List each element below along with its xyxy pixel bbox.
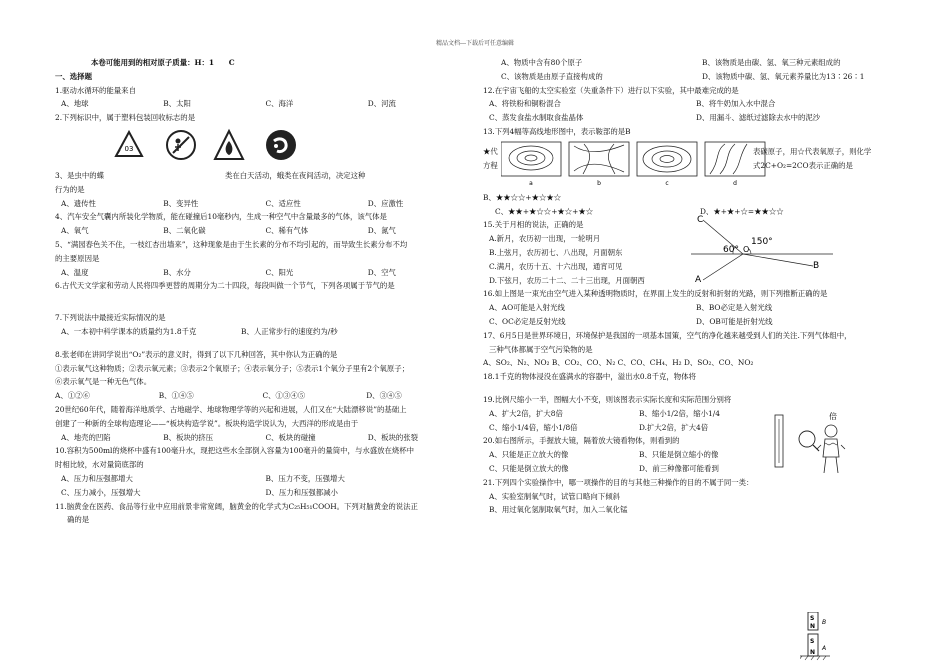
question-19-20-block — [483, 395, 903, 474]
question-10-line1: 10.容积为500ml的烧杯中盛有100毫升水，现把这些水全部倒入容量为100毫升的量筒中，与水盛放在烧杯中 — [55, 446, 415, 456]
option: A.新月，农历初一出现，一轮明月 — [489, 234, 601, 244]
question-2: 2.下列标识中，属于塑料包装回收标志的是 — [55, 113, 196, 123]
option: B、将牛奶加入水中混合 — [696, 99, 776, 109]
question-14-option-b: B、★★☆☆+★☆★☆ — [483, 192, 562, 202]
option: B、二氧化碳 — [163, 226, 206, 236]
option: A、氧气 — [61, 226, 89, 236]
question-5-options — [55, 268, 470, 278]
option: D、前三种像都可能看到 — [639, 463, 719, 473]
option: B、BO必定是入射光线 — [696, 303, 773, 313]
question-17-line2: 三种气体都属于空气污染物的是 — [489, 344, 593, 354]
ray-ob — [743, 254, 813, 266]
map-label-c: c — [665, 179, 669, 187]
magnifier-figure — [771, 409, 861, 479]
label-a: A — [822, 645, 827, 652]
right-column — [483, 58, 903, 519]
pole-label: N — [810, 649, 816, 656]
option: B、只能是倒立缩小的像 — [639, 450, 719, 460]
question-12: 12.在宇宙飞船的太空实验室（失重条件下）进行以下实验，其中最难完成的是 — [483, 85, 739, 95]
contour-map-b — [569, 142, 629, 187]
option: D、OB可能是折射光线 — [696, 316, 773, 326]
light-ray-diagram — [683, 214, 843, 284]
question-16: 16.如上图是一束光由空气进入某种透明物质时，在界面上发生的反射和折射的光路，则下列推断正确的是 — [483, 289, 828, 299]
pole-label: S — [810, 615, 815, 622]
option: A、温度 — [61, 267, 89, 277]
q14-side-text — [483, 145, 498, 173]
label-60: 60° — [723, 245, 739, 256]
atomic-mass-note: 本卷可能用到的相对原子质量：H：1 C — [91, 58, 235, 67]
question-21-option-a: A、实验室制氧气时，试管口略向下倾斜 — [489, 491, 620, 501]
person-body — [823, 439, 839, 457]
option: B、①④⑤ — [158, 391, 194, 401]
question-9-line1: 20世纪60年代，随着海洋地质学、古地磁学、地球物理学等的兴起和进展，人们又在“大陆漂移说”的基础上 — [55, 404, 407, 414]
label-c: C — [697, 215, 704, 226]
question-3-part1: 3、是虫中的蝶 — [55, 170, 105, 180]
question-10-options-row1 — [55, 474, 470, 484]
label-150: 150° — [751, 237, 773, 248]
question-1-options — [55, 99, 470, 109]
option: D、③④⑤ — [366, 391, 402, 401]
option: C、蒸发食盐水制取食盐晶体 — [489, 113, 584, 123]
figure-label-bei: 倍 — [829, 411, 837, 421]
map-label-a: a — [529, 179, 533, 187]
question-1: 1.驱动水循环的能量来自 — [55, 85, 136, 95]
recycling-icons — [55, 127, 315, 165]
option: A、遗传性 — [61, 198, 96, 208]
question-3-part3: 行为的是 — [55, 184, 85, 194]
option: D、该物质中碳、氢、氧元素养量比为13∶26∶1 — [702, 71, 865, 81]
option: C、★★+★☆☆+★☆+★☆ — [495, 206, 594, 216]
option: A、压力和压强都增大 — [61, 473, 133, 483]
question-15-block — [483, 215, 903, 285]
question-8-line2: ①表示氧气这种物质；②表示氧元素；③表示2个氧原子；④表示氧分子；⑤表示1个氧分子里有2个氧原子； — [55, 363, 410, 373]
option: B、人正常步行的速度约为/秒 — [241, 326, 338, 336]
option: A、将铁粉和铜粉混合 — [489, 99, 561, 109]
label-b: B — [822, 619, 827, 626]
question-12-options-row2 — [483, 113, 903, 123]
question-4: 4、汽车安全气囊内所装化学物质，能在碰撞后10毫秒内，生成一种空气中含量最多的气体，该气体是 — [55, 212, 387, 222]
label-a: A — [695, 275, 702, 285]
page-header: 精品文档---下载后可任意编辑 — [435, 40, 515, 47]
pole-label: N — [810, 623, 816, 630]
option: C、海洋 — [265, 99, 294, 109]
question-8-line1: 8.张老师在讲同学说出“O₂”表示的意义时，得到了以下几种回答，其中你认为正确的是 — [55, 349, 338, 359]
question-17-line1: 17、6月5日是世界环境日，环境保护是我国的一项基本国策，空气的净化越来越受到人们的关注.下列气体组中， — [483, 330, 852, 340]
question-5-line2: 的主要原因是 — [55, 253, 100, 263]
side-text: 方程 — [483, 160, 498, 170]
q14-right-text — [753, 145, 871, 173]
water-saving-icon — [266, 130, 296, 160]
no-littering-icon — [167, 131, 195, 159]
label-o: O — [743, 245, 750, 255]
question-13-figure-row — [483, 141, 903, 187]
ray-oa — [703, 254, 743, 280]
question-10-options-row2 — [55, 488, 470, 498]
option: C、适应性 — [265, 198, 301, 208]
option: D、河流 — [367, 99, 396, 109]
recycle-code: 03 — [124, 144, 134, 153]
option: B、压力不变，压强增大 — [265, 473, 345, 483]
question-4-options — [55, 226, 470, 236]
question-9-line2: 创建了一种新的全球构造理论——“板块构造学说”。板块构造学说认为，大西洋的形成是由于 — [55, 418, 359, 428]
side-text: 式2C+O₂=2CO表示正确的是 — [753, 160, 853, 170]
question-2-icons — [55, 127, 470, 165]
option: B、该物质是由碳、氢、氧三种元素组成的 — [702, 58, 841, 67]
option: B、板块的挤压 — [163, 432, 214, 442]
flammable-icon — [215, 131, 243, 159]
map-label-d: d — [733, 179, 737, 187]
option: C、压力减小，压强增大 — [61, 487, 141, 497]
question-3-part2: 类在白天活动，蛾类在夜间活动，决定这种 — [225, 170, 366, 180]
option: D、应激性 — [367, 198, 404, 208]
option: A、①②⑥ — [55, 391, 90, 401]
option: B、变异性 — [163, 198, 199, 208]
option: C、缩小1/4倍，缩小1/8倍 — [489, 422, 578, 432]
option: C、该物质是由原子直接构成的 — [501, 71, 603, 81]
question-11-options-row2 — [483, 72, 903, 82]
option: B、缩小1/2倍，缩小1/4 — [639, 408, 720, 418]
contour-maps — [501, 141, 771, 187]
question-12-options-row1 — [483, 99, 903, 109]
option: B.上弦月，农历初七、八出现，月面朝东 — [489, 247, 623, 257]
pole-label: S — [810, 638, 815, 645]
option: C、OC必定是反射光线 — [489, 316, 566, 326]
option: A、物质中含有80个原子 — [501, 58, 583, 67]
question-8-line3: ⑥表示氧气是一种无色气体。 — [55, 377, 152, 387]
option: D、氮气 — [367, 226, 396, 236]
question-3-options — [55, 199, 470, 209]
side-text: 表碳原子，用☆代表氧原子，则化学 — [753, 146, 872, 156]
question-11-line1: 11.脑黄金在医药、食品等行业中应用前景非常宽阔，脑黄金的化学式为C₂₅H₅₁COOH。下列对脑黄金的说法正 — [55, 501, 418, 511]
magnifier-icon — [799, 431, 815, 447]
question-11-options-row1 — [483, 58, 903, 68]
question-16-options-row1 — [483, 303, 903, 313]
question-11-line2: 确的是 — [67, 515, 90, 525]
question-10-line2: 时相比较，水对量筒底部的 — [55, 460, 144, 470]
option: D、用漏斗、滤纸过滤除去水中的泥沙 — [696, 113, 821, 123]
question-8-options — [55, 391, 470, 401]
question-17-options: A、SO₂、N₂、NO₂ B、CO₂、CO、N₂ C、CO、CH₄、H₂ D、SO₂、CO、NO₂ — [483, 358, 754, 368]
side-text: ★代 — [483, 146, 498, 156]
question-13: 13.下列4幅等高线地形图中，表示鞍部的是B — [483, 126, 631, 136]
question-7-options — [55, 327, 470, 337]
question-15: 15.关于月相的说法，正确的是 — [483, 220, 584, 230]
question-18: 18.1千克的物体浸没在盛满水的容器中，溢出水0.8千克，物体将 — [483, 372, 696, 382]
person-head — [825, 425, 837, 437]
section-title: 一、选择题 — [55, 71, 92, 81]
option: D、空气 — [367, 267, 396, 277]
option: D、板块的张裂 — [367, 432, 419, 442]
option: A、地球 — [61, 99, 89, 109]
question-7: 7.下列说法中最接近实际情况的是 — [55, 313, 166, 323]
question-5-line1: 5、“满园春色关不住，一枝红杏出墙来”，这种现象是由于生长素的分布不均引起的，而导致生长素分布不均 — [55, 239, 408, 249]
option: C、阳光 — [265, 267, 294, 277]
question-21-option-b: B、用过氧化氢制取氧气时，加入二氧化锰 — [489, 505, 628, 515]
option: D.下弦月，农历二十二、二十三出现，月面朝西 — [489, 275, 645, 285]
option: D.扩大2倍，扩大4倍 — [639, 422, 709, 432]
option: D、压力和压强都减小 — [265, 487, 338, 497]
recycle-icon — [116, 132, 142, 156]
question-3-line — [55, 171, 470, 181]
question-16-options-row2 — [483, 317, 903, 327]
option: C.满月，农历十五、十六出现，通宵可见 — [489, 261, 623, 271]
question-6: 6.古代天文学家和劳动人民将四季更替的周期分为二十四段，每段叫做一个节气，下列各项属于节气的是 — [55, 281, 395, 291]
option: C、只能是倒立放大的像 — [489, 463, 569, 473]
contour-map-a — [501, 142, 561, 187]
option: C、稀有气体 — [265, 226, 309, 236]
option: A、只能是正立放大的像 — [489, 450, 569, 460]
option: A、地壳的凹陷 — [61, 432, 111, 442]
magnet-stack-figure — [800, 612, 850, 672]
left-column — [55, 58, 470, 529]
option: C、板块的碰撞 — [265, 432, 316, 442]
question-19: 19.比例尺缩小一半，图幅大小不变，则该图表示实际长度和实际范围分别将 — [483, 394, 732, 404]
contour-map-c — [637, 142, 697, 187]
option: D、★+★+☆=★★☆☆ — [700, 206, 784, 216]
option: B、水分 — [163, 267, 191, 277]
option: B、太阳 — [163, 99, 191, 109]
question-21: 21.下列四个实验操作中，哪一项操作的目的与其他三种操作的目的不属于同一类： — [483, 477, 754, 487]
option: C、①③④⑤ — [262, 391, 306, 401]
option: A、扩大2倍，扩大8倍 — [489, 408, 563, 418]
question-20: 20.如右图所示，手握放大镜，隔着放大镜看物体，则看到的 — [483, 436, 680, 446]
option: A、AO可能是入射光线 — [489, 303, 565, 313]
option: A、一本初中科学课本的质量约为1.8千克 — [61, 326, 197, 336]
map-label-b: b — [597, 179, 601, 187]
question-9-options — [55, 433, 470, 443]
label-b: B — [813, 261, 820, 272]
